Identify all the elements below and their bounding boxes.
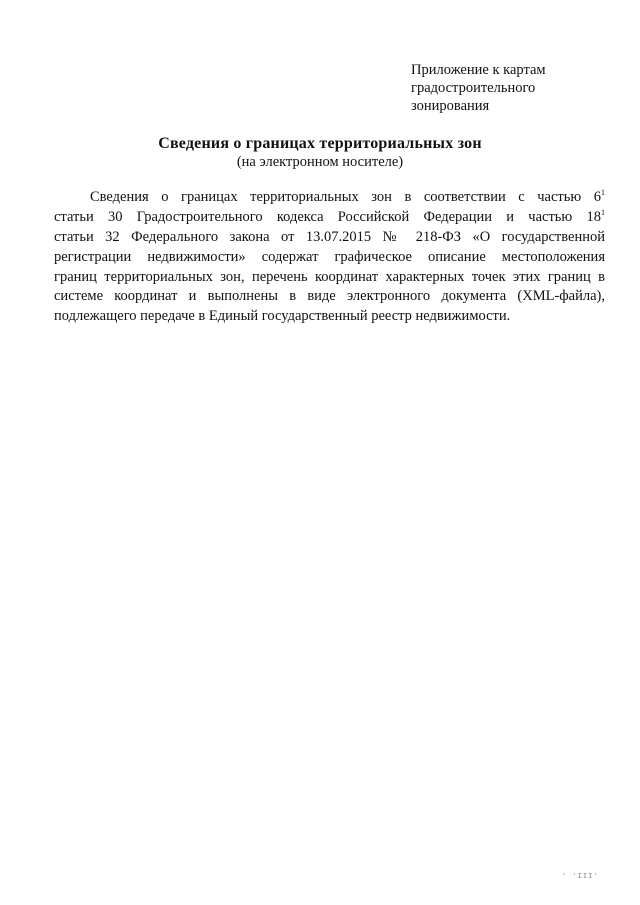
paragraph-line-6: системе координат и выполнены в виде электронного документа (XML-файла), (54, 288, 605, 305)
annex-line-3: зонирования (411, 98, 490, 114)
paragraph-line-5: границ территориальных зон, перечень координат характерных точек этих границ в (54, 268, 605, 285)
footer-mark: ' 'ІІІ' (562, 872, 599, 880)
annex-line-2: градостроительного (411, 80, 536, 96)
body-paragraph (54, 188, 605, 327)
document-subtitle: (на электронном носителе) (236, 154, 404, 170)
paragraph-line-4: регистрации недвижимости» содержат графическое описание местоположения (54, 248, 605, 265)
paragraph-line-3: статьи 32 Федерального закона от 13.07.2015 № 218-ФЗ «О государственной (54, 228, 605, 245)
paragraph-line-2: статьи 30 Градостроительного кодекса Российской Федерации и частью $18^1$ (54, 207, 605, 225)
annex-line-1: Приложение к картам (411, 62, 546, 78)
annex-note (411, 61, 611, 115)
document-title: Сведения о границах территориальных зон (158, 135, 482, 152)
superscript: 1 (601, 188, 605, 197)
paragraph-line-7: подлежащего передаче в Единый государственный реестр недвижимости. (54, 308, 511, 325)
paragraph-line-1: Сведения о границах территориальных зон в соответствии с частью $6^1$ (90, 188, 605, 205)
superscript: 1 (601, 207, 605, 217)
